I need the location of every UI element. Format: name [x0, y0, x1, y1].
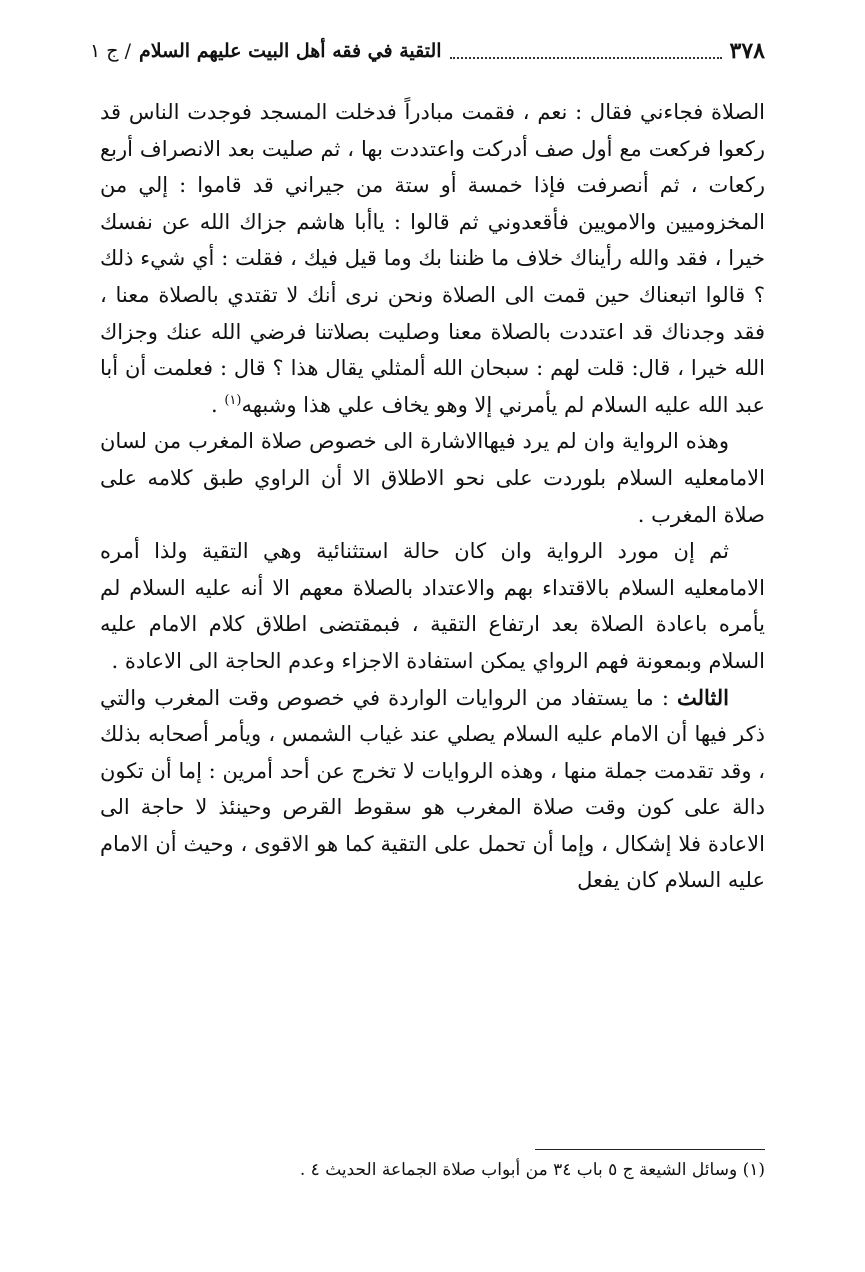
paragraph-4-text: : ما يستفاد من الروايات الواردة في خصوص وقت المغرب والتي ذكر فيها أن الامام عليه السلام يصلي عند غياب الشمس ، ويأمر أصحابه بذلك ، وقد تقدمت جملة منها ، وهذه الروايات لا تخرج عن أحد أمرين : إما أن تكون دالة على كون وقت صلاة المغرب هو سقوط القرص وحينئذ لا حاجة الى الاعادة فلا إشكال ، وإما أن تحمل على التقية كما هو الاقوى ، وحيث أن الامام عليه السلام كان يفعل [100, 685, 765, 893]
footnote-divider [535, 1149, 765, 1150]
leader-dots [450, 43, 722, 59]
footnote-reference[interactable]: (١) [224, 392, 242, 408]
paragraph-2: وهذه الرواية وان لم يرد فيهاالاشارة الى خصوص صلاة المغرب من لسان الامامعليه السلام بلوردت على نحو الاطلاق الا أن الراوي طبق كلامه على صلاة المغرب . [100, 429, 765, 527]
footnote: (١) وسائل الشيعة ج ٥ باب ٣٤ من أبواب صلاة الجماعة الحديث ٤ . [299, 1160, 765, 1180]
page-number: ٣٧٨ [729, 38, 765, 64]
paragraph-1-text: الصلاة فجاءني فقال : نعم ، فقمت مبادراً فدخلت المسجد فوجدت الناس قد ركعوا فركعت مع أول صف أدركت واعتددت بها ، ثم صليت بعد الانصراف أربع ركعات ، ثم أنصرفت فإذا خمسة أو ستة من جيراني قد قاموا : إلي من المخزوميين والامويين فأقعدوني ثم قالوا : ياأبا هاشم جزاك الله عن نفسك خيرا ، فقد والله رأيناك خلاف ما ظننا بك وما قيل فيك ، فقلت : أي شيء ذلك ؟ قالوا اتبعناك حين قمت الى الصلاة ونحن نرى أنك لا تقتدي بالصلاة معنا ، فقد وجدناك قد اعتددت بالصلاة معنا وصليت بصلاتنا فرضي الله عنك وجزاك الله خيرا ، قال: قلت لهم : سبحان الله ألمثلي يقال هذا ؟ قال : فعلمت أن أبا عبد الله عليه السلام لم يأمرني إلا وهو يخاف علي هذا وشبهه [100, 100, 765, 417]
section-lead-word: الثالث [677, 684, 729, 710]
paragraph-1-end: . [210, 392, 225, 417]
paragraph-3: ثم إن مورد الرواية وان كان حالة استثنائية وهي التقية ولذا أمره الامامعليه السلام بالاقتداء بهم والاعتداد بالصلاة معهم الا أنه عليه السلام لم يأمره باعادة الصلاة بعد ارتفاع التقية ، فبمقتضى اطلاق كلام الامام عليه السلام وبمعونة فهم الرواي يمكن استفادة الاجزاء وعدم الحاجة الى الاعادة . [100, 539, 765, 673]
running-head [90, 34, 765, 68]
volume-label: / ج ١ [90, 40, 131, 62]
paragraph-1 [100, 94, 765, 423]
body-text [100, 94, 765, 899]
paragraph-4 [100, 680, 765, 900]
book-title: التقية في فقه أهل البيت عليهم السلام [138, 40, 442, 62]
